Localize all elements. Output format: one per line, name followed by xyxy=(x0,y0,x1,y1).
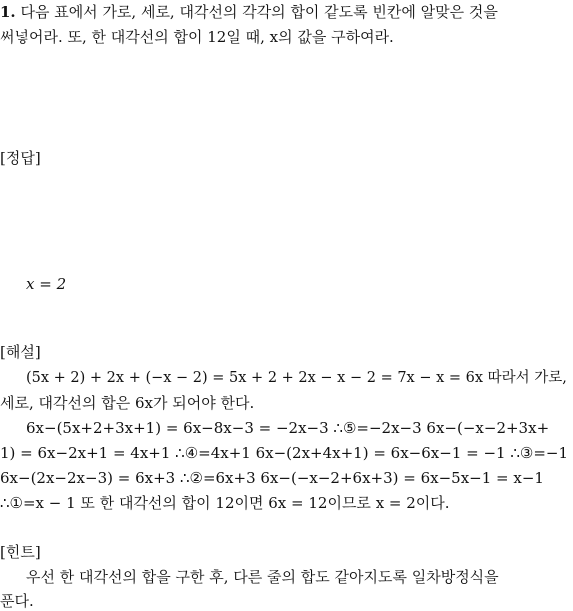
problem-number: 1. xyxy=(0,3,16,21)
explanation-line-2: 세로, 대각선의 합은 6x가 되어야 한다. xyxy=(0,394,255,412)
problem-line-1 xyxy=(0,2,498,22)
explanation-line-1: (5x + 2) + 2x + (−x − 2) = 5x + 2 + 2x − x − 2 = 7x − x = 6x 따라서 가로, xyxy=(26,370,567,386)
hint-line-1: 우선 한 대각선의 합을 구한 후, 다른 줄의 합도 같아지도록 일차방정식을 xyxy=(26,568,499,586)
problem-text-1: 다음 표에서 가로, 세로, 대각선의 각각의 합이 같도록 빈칸에 알맞은 것을 xyxy=(20,3,498,21)
explanation-line-3: 6x−(5x+2+3x+1) = 6x−8x−3 = −2x−3 ∴⑤=−2x−3 6x−(−x−2+3x+ xyxy=(26,419,550,437)
answer-heading: [정답] xyxy=(0,149,41,167)
hint-line-2: 푼다. xyxy=(0,592,34,610)
explanation-line-5: 6x−(2x−2x−3) = 6x+3 ∴②=6x+3 6x−(−x−2+6x+3) = 6x−5x−1 = x−1 xyxy=(0,469,544,487)
answer-value: x = 2 xyxy=(26,275,67,293)
hint-heading: [힌트] xyxy=(0,543,41,561)
problem-text-2: 써넣어라. 또, 한 대각선의 합이 12일 때, x의 값을 구하여라. xyxy=(0,28,394,46)
explanation-line-6: ∴①=x − 1 또 한 대각선의 합이 12이면 6x = 12이므로 x = 2이다. xyxy=(0,494,450,512)
explanation-line-4: 1) = 6x−2x+1 = 4x+1 ∴④=4x+1 6x−(2x+4x+1) = 6x−6x−1 = −1 ∴③=−1 xyxy=(0,444,569,462)
explanation-heading: [해설] xyxy=(0,343,41,361)
